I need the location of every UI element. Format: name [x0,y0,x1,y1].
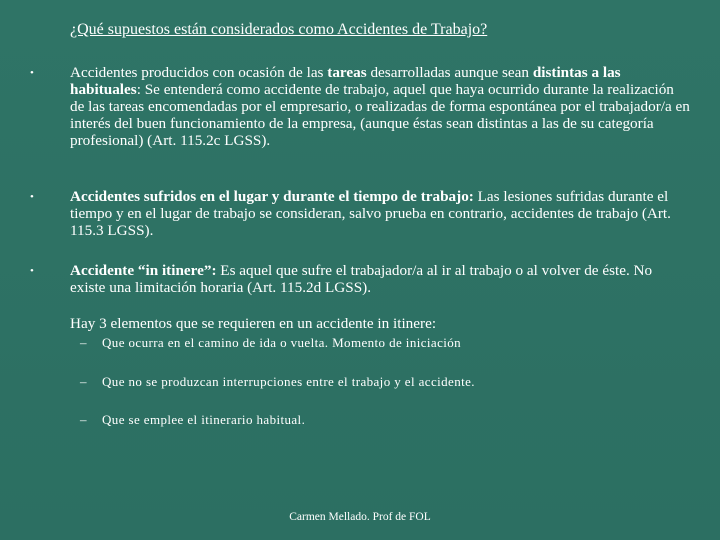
footer-author: Carmen Mellado. Prof de FOL [289,511,431,523]
dash-icon: – [80,374,87,389]
bullet-text-part: : Se entenderá como accidente de trabajo, aquel que haya ocurrido durante la realización de las tareas encomendadas por el empresario, o realizadas de forma espontánea por el trabajador/a en interés del buen funcionamiento de la empresa, (aunque éstas sean distintas a las de su categoría profesional) (Art. 115.2c LGSS). [70,81,690,149]
bullet-text [70,64,690,149]
sub-item [80,335,461,351]
bullet-item-lugar-tiempo [30,188,690,239]
bullet-bold-part: Accidente “in itinere”: [70,262,217,279]
bullet-bold-part: Accidentes sufridos en el lugar y durante el tiempo de trabajo: [70,188,474,205]
itinere-intro: Hay 3 elementos que se requieren en un accidente in itinere: [70,315,437,332]
bullet-bold-part: tareas [327,64,367,81]
bullet-text-part: Las lesiones sufridas durante el tiempo y en el lugar de trabajo se consideran, salvo prueba en contrario, accidentes de trabajo (Art. 115.3 LGSS). [70,188,671,239]
dash-icon: – [80,335,87,350]
sub-item-text: Que no se produzcan interrupciones entre el trabajo y el accidente. [102,374,475,389]
slide-title: ¿Qué supuestos están considerados como Accidentes de Trabajo? [70,21,488,38]
bullet-text [70,188,690,239]
sub-item [80,374,475,390]
sub-item-text: Que se emplee el itinerario habitual. [102,412,306,427]
sub-item-text: Que ocurra en el camino de ida o vuelta. Momento de iniciación [102,335,462,350]
bullet-item-in-itinere [30,262,690,296]
bullet-bold-part: distintas a las habituales [70,64,621,98]
bullet-dot-icon: • [30,191,34,203]
bullet-dot-icon: • [30,265,34,277]
bullet-text-part: desarrolladas aunque sean [366,64,533,81]
bullet-text-part: Accidentes producidos con ocasión de las [70,64,328,81]
sub-item [80,412,305,428]
bullet-item-tareas [30,64,690,149]
bullet-text-part: Es aquel que sufre el trabajador/a al ir al trabajo o al volver de éste. No existe una limitación horaria (Art. 115.2d LGSS). [70,262,653,296]
bullet-text [70,262,690,296]
dash-icon: – [80,412,87,427]
bullet-dot-icon: • [30,67,34,79]
